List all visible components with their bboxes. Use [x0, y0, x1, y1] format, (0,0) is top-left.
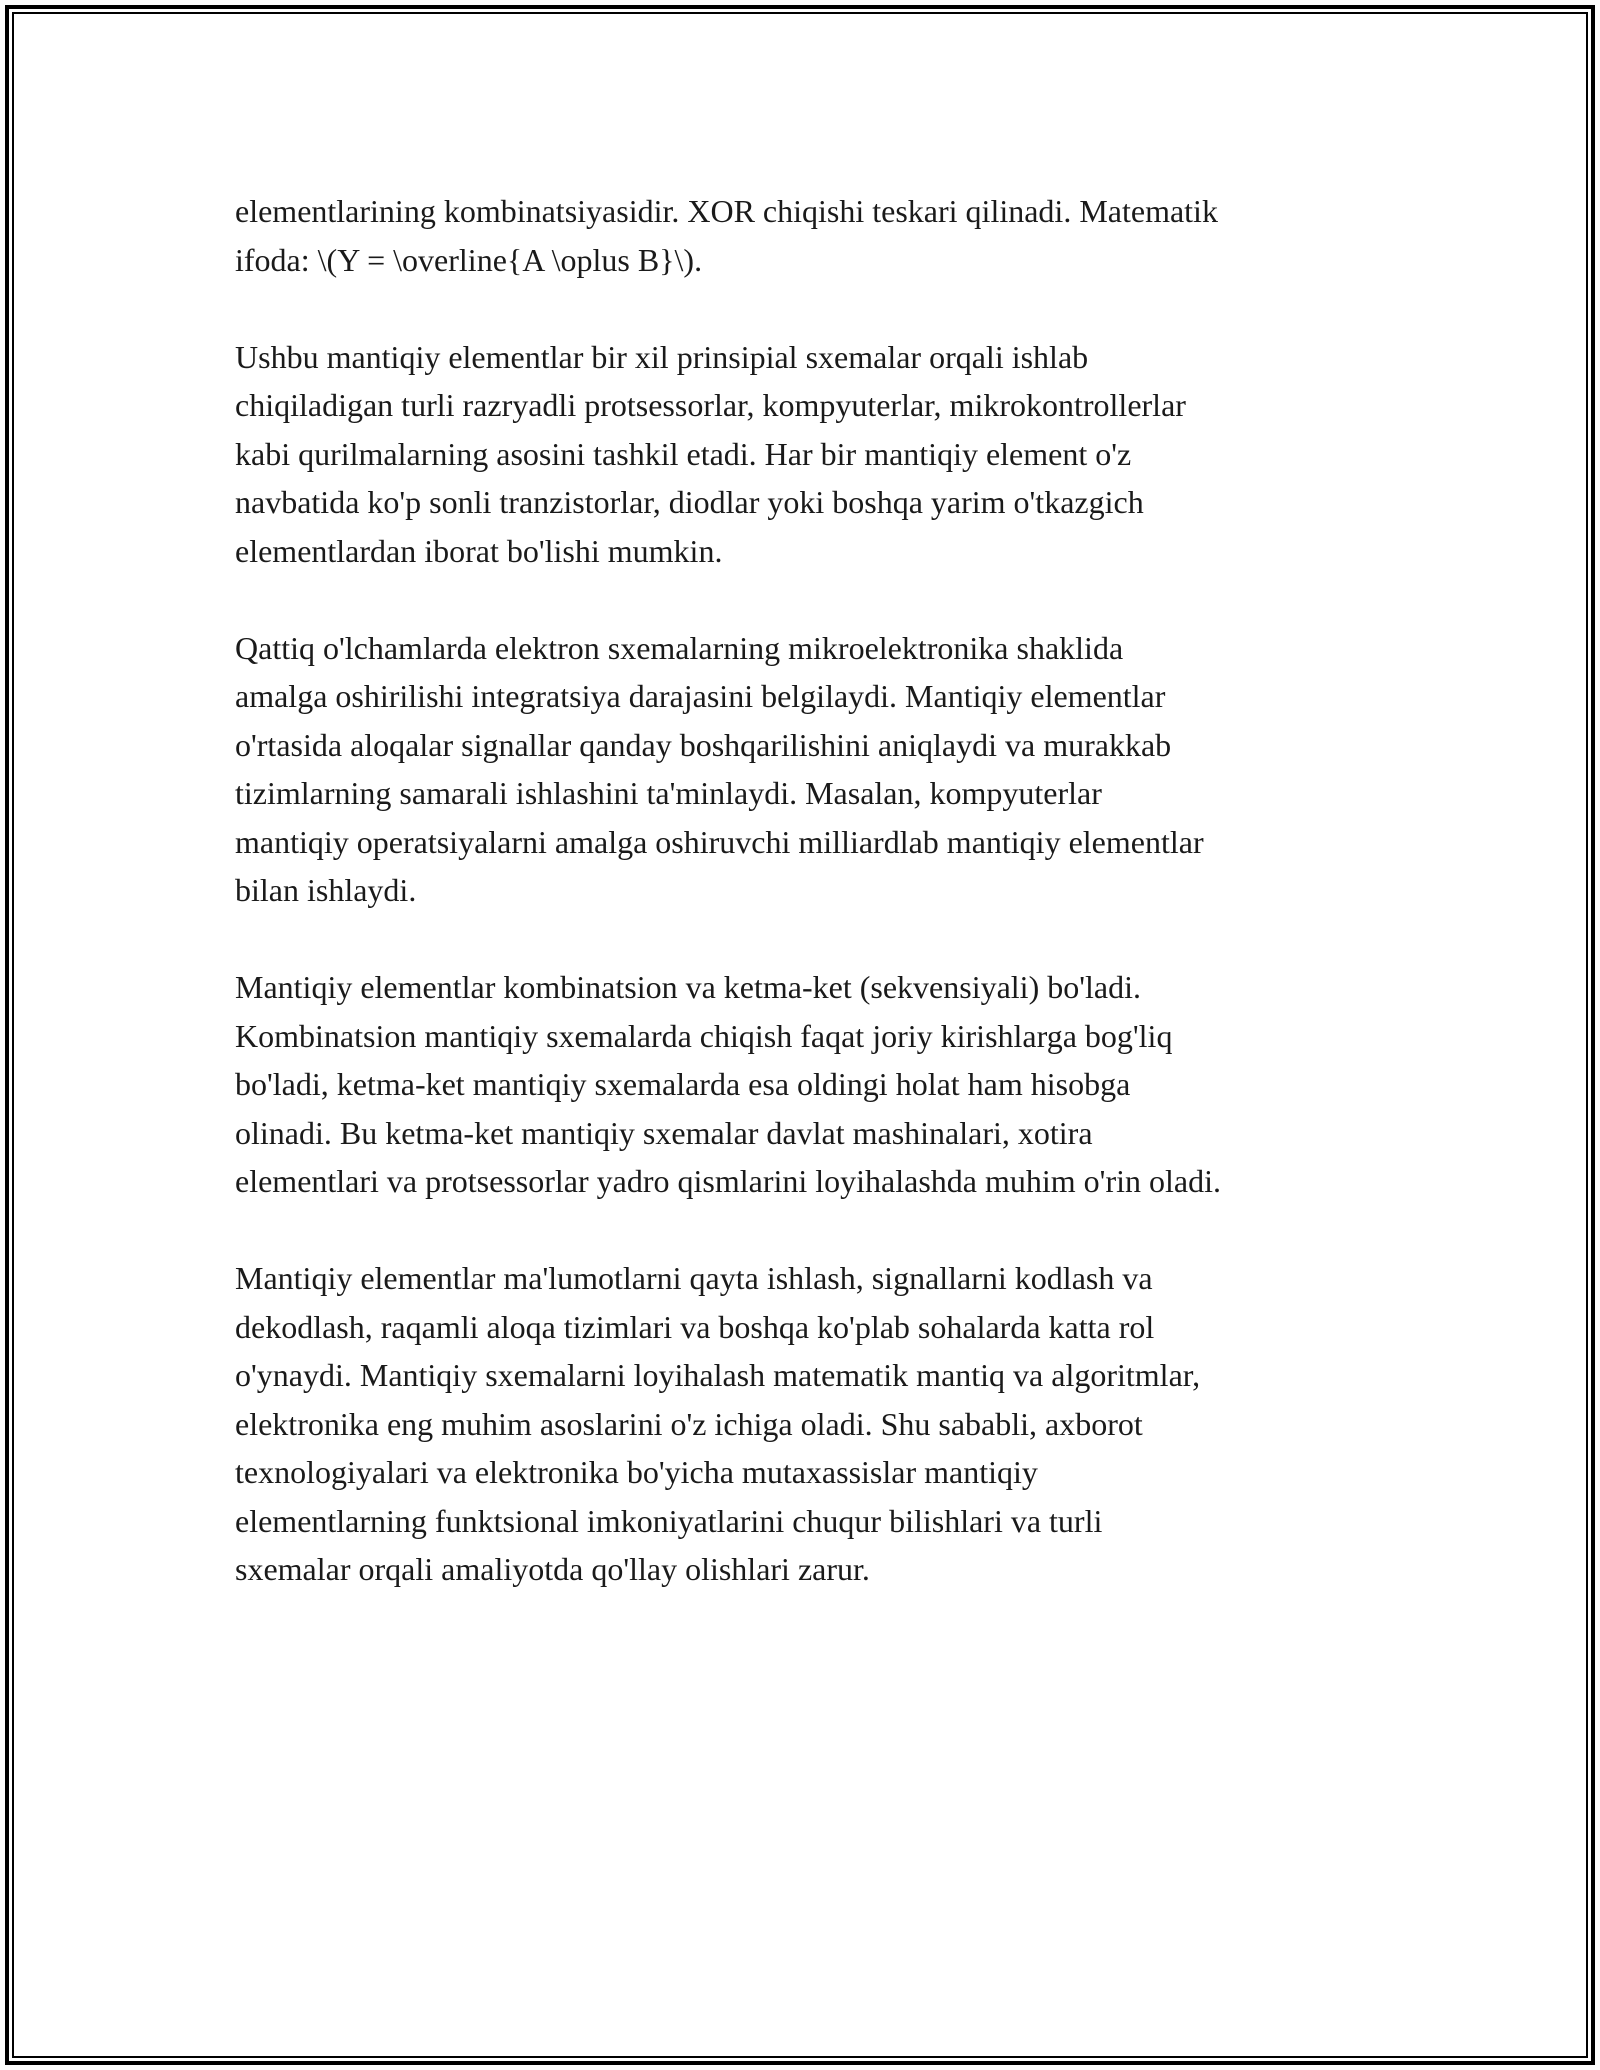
paragraph-5: Mantiqiy elementlar ma'lumotlarni qayta ishlash, signallarni kodlash va dekodlash, raqamli aloqa tizimlari va boshqa ko'plab sohalarda katta rol o'ynaydi. Mantiqiy sxemalarni loyihalash matematik mantiq va algoritmlar, elektronika eng muhim asoslarini o'z ichiga oladi. Shu sababli, axborot texnologiyalari va elektronika bo'yicha mutaxassislar mantiqiy elementlarning funktsional imkoniyatlarini chuqur bilishlari va turli sxemalar orqali amaliyotda qo'llay olishlari zarur. [235, 1260, 1201, 1587]
paragraph-3: Qattiq o'lchamlarda elektron sxemalarning mikroelektronika shaklida amalga oshirilishi integratsiya darajasini belgilaydi. Mantiqiy elementlar o'rtasida aloqalar signallar qanday boshqarilishini aniqlaydi va murakkab tizimlarning samarali ishlashini ta'minlaydi. Masalan, kompyuterlar mantiqiy operatsiyalarni amalga oshiruvchi milliardlab mantiqiy elementlar bilan ishlaydi. [235, 629, 1204, 908]
paragraph-1: elementlarining kombinatsiyasidir. XOR chiqishi teskari qilinadi. Matematik ifoda: \(Y = \overline{A \oplus B}\). [235, 193, 1218, 278]
paragraph-4: Mantiqiy elementlar kombinatsion va ketma-ket (sekvensiyali) bo'ladi. Kombinatsion mantiqiy sxemalarda chiqish faqat joriy kirishlarga bog'liq bo'ladi, ketma-ket mantiqiy sxemalarda esa oldingi holat ham hisobga olinadi. Bu ketma-ket mantiqiy sxemalar davlat mashinalari, xotira elementlari va protsessorlar yadro qismlarini loyihalashda muhim o'rin oladi. [235, 969, 1221, 1199]
document-body [235, 187, 1375, 1642]
paragraph-2: Ushbu mantiqiy elementlar bir xil prinsipial sxemalar orqali ishlab chiqiladigan turli razryadli protsessorlar, kompyuterlar, mikrokontrollerlar kabi qurilmalarning asosini tashkil etadi. Har bir mantiqiy element o'z navbatida ko'p sonli tranzistorlar, diodlar yoki boshqa yarim o'tkazgich elementlardan iborat bo'lishi mumkin. [235, 338, 1186, 569]
